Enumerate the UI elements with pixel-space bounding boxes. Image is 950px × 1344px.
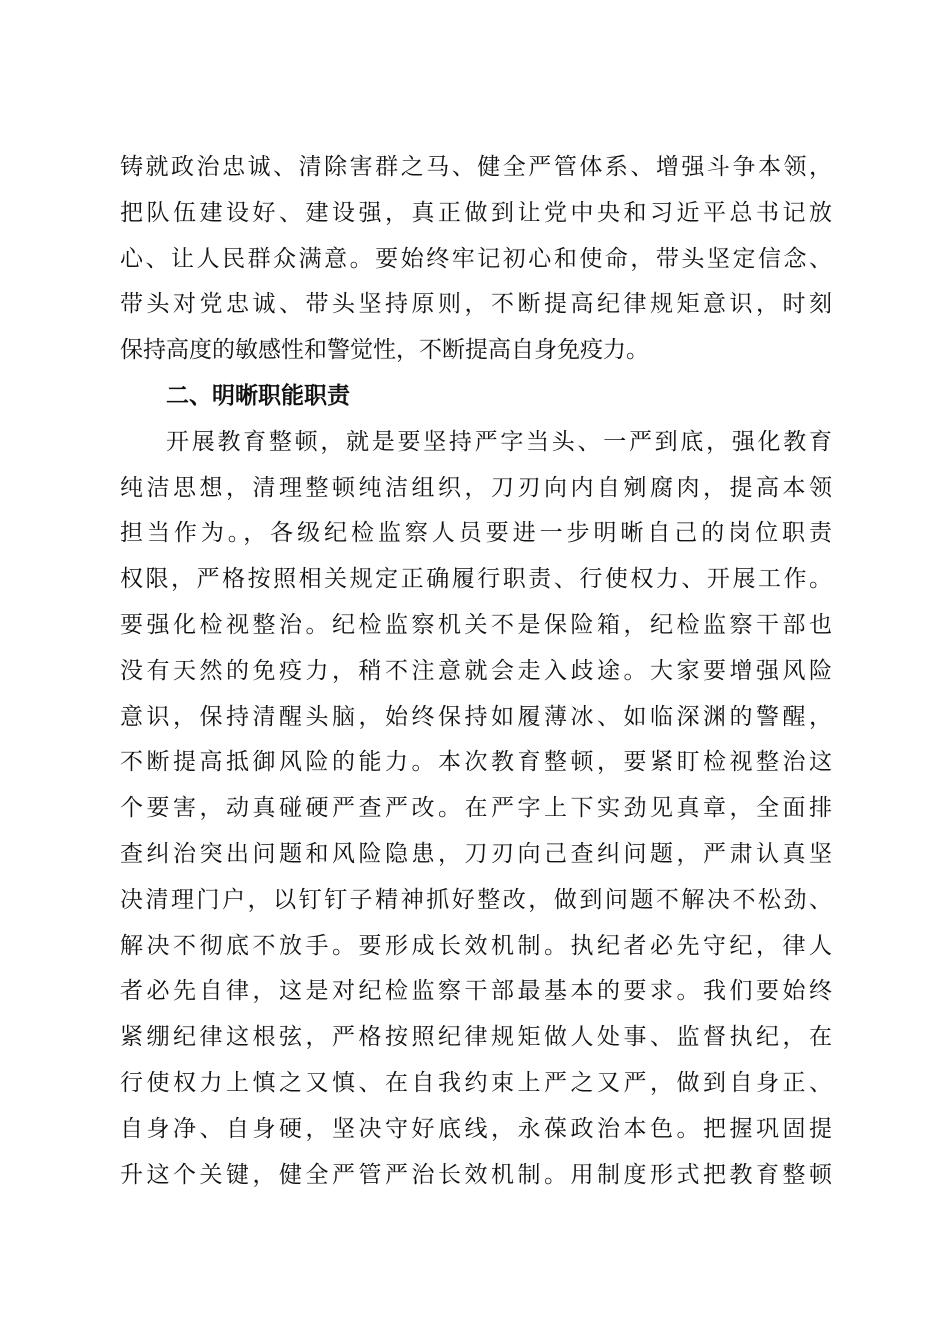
paragraph-line: 纯洁思想，清理整顿纯洁组织，刀刃向内自剜腐肉，提高本领 [120,474,832,501]
paragraph-line: 行使权力上慎之又慎、在自我约束上严之又严，做到自身正、 [120,1069,832,1096]
paragraph-line: 自身净、自身硬，坚决守好底线，永葆政治本色。把握巩固提 [120,1115,832,1142]
paragraph-1 [120,145,832,374]
paragraph-line: 铸就政治忠诚、清除害群之马、健全严管体系、增强斗争本领， [120,154,832,180]
paragraph-line: 紧绷纪律这根弦，严格按照纪律规矩做人处事、监督执纪，在 [120,1024,832,1051]
paragraph-line: 没有天然的免疫力，稍不注意就会走入歧途。大家要增强风险 [120,657,832,684]
paragraph-line: 开展教育整顿，就是要坚持严字当头、一严到底，强化教育 [166,428,832,455]
paragraph-line: 心、让人民群众满意。要始终牢记初心和使命，带头坚定信念、 [120,245,832,272]
paragraph-line: 把队伍建设好、建设强，真正做到让党中央和习近平总书记放 [120,199,832,226]
paragraph-line: 查纠治突出问题和风险隐患，刀刃向己查纠问题，严肃认真坚 [120,840,832,867]
paragraph-line: 决清理门户，以钉钉子精神抓好整改，做到问题不解决不松劲、 [120,886,832,913]
paragraph-line: 保持高度的敏感性和警觉性，不断提高自身免疫力。 [120,337,649,364]
paragraph-2 [120,420,832,1199]
document-body [120,145,832,1198]
paragraph-line: 者必先自律，这是对纪检监察干部最基本的要求。我们要始终 [120,978,832,1005]
paragraph-line: 解决不彻底不放手。要形成长效机制。执纪者必先守纪，律人 [120,932,832,959]
paragraph-line: 个要害，动真碰硬严查严改。在严字上下实劲见真章，全面排 [120,795,832,822]
paragraph-line: 升这个关键，健全严管严治长效机制。用制度形式把教育整顿 [120,1161,832,1188]
paragraph-line: 权限，严格按照相关规定正确履行职责、行使权力、开展工作。 [120,566,832,593]
paragraph-line: 担当作为。，各级纪检监察人员要进一步明晰自己的岗位职责 [120,520,832,547]
paragraph-line: 要强化检视整治。纪检监察机关不是保险箱，纪检监察干部也 [120,611,832,638]
paragraph-line: 带头对党忠诚、带头坚持原则，不断提高纪律规矩意识，时刻 [120,291,832,318]
section-heading: 二、明晰职能职责 [166,382,350,409]
paragraph-line: 不断提高抵御风险的能力。本次教育整顿，要紧盯检视整治这 [120,749,832,776]
paragraph-line: 意识，保持清醒头脑，始终保持如履薄冰、如临深渊的警醒， [120,703,832,730]
